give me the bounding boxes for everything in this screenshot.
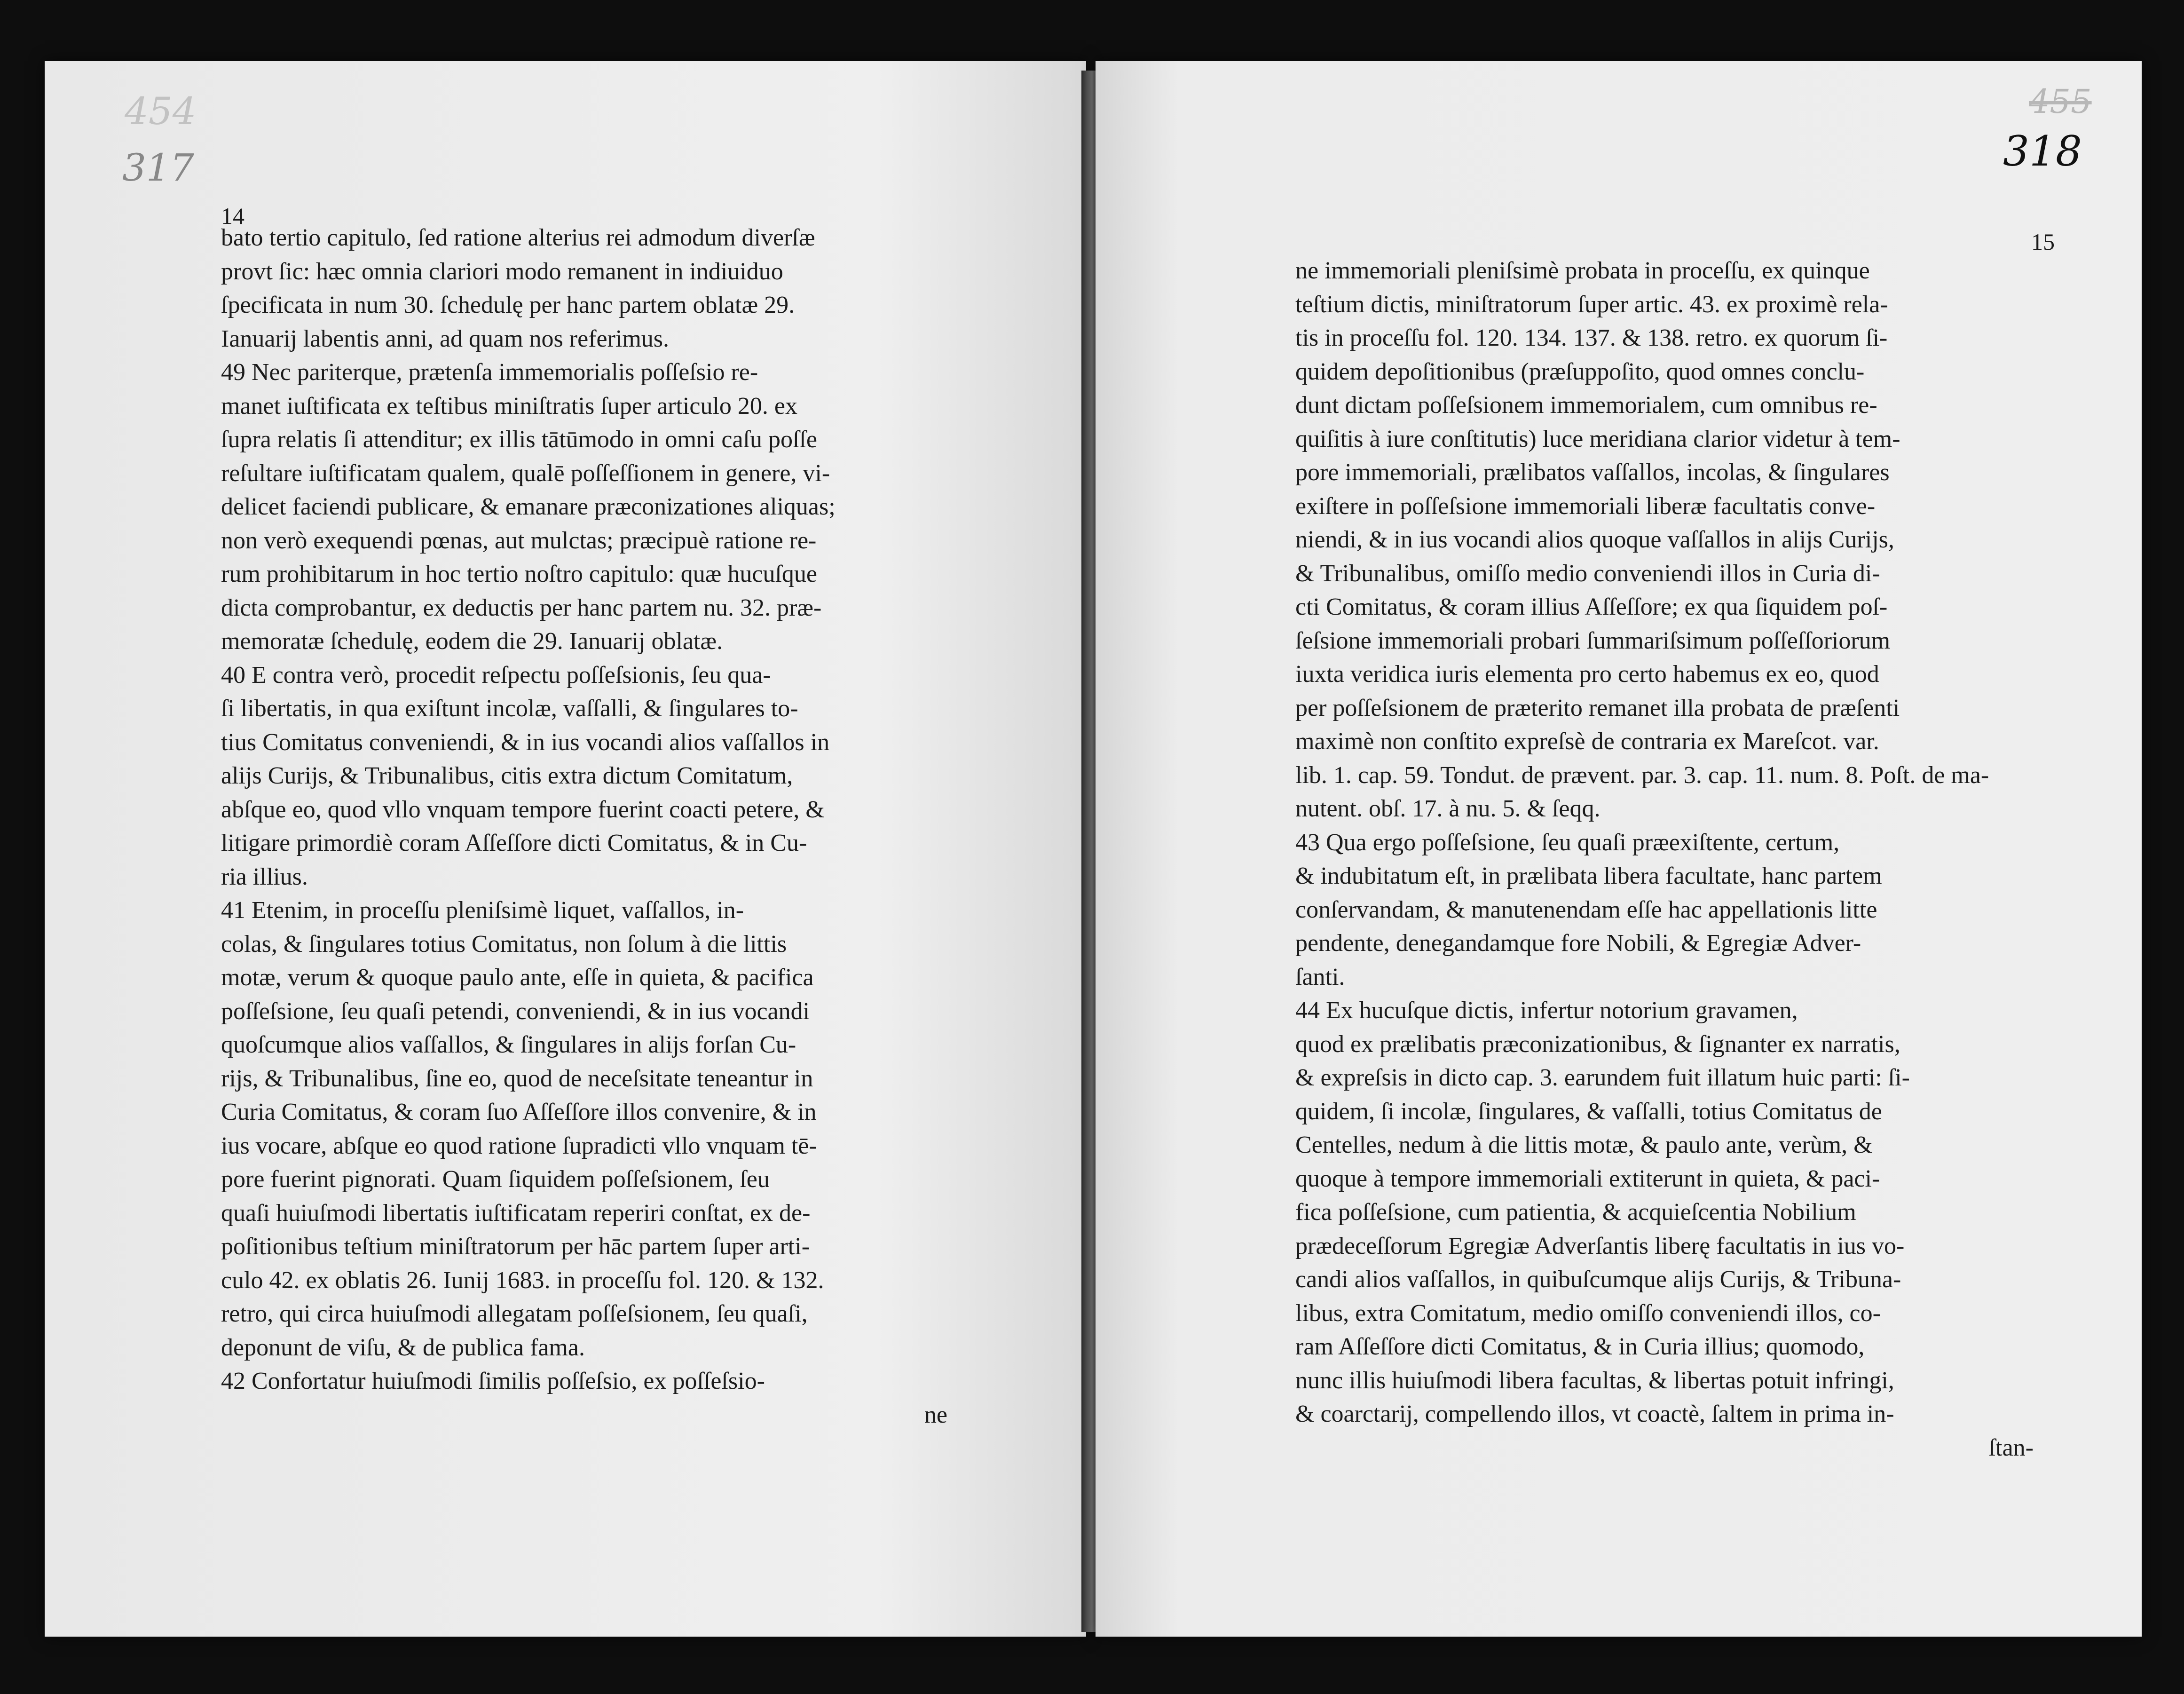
text-line: ram Aſſeſſore dicti Comitatus, & in Curia illius; quomodo, <box>1295 1333 1865 1360</box>
faint-folio-number: 454 <box>125 89 197 133</box>
text-line: Curia Comitatus, & coram ſuo Aſſeſſore illos convenire, & in <box>221 1099 817 1125</box>
text-line: niendi, & in ius vocandi alios quoque vaſſallos in alijs Curijs, <box>1295 526 1894 553</box>
text-line: retro, qui circa huiuſmodi allegatam poſſeſsionem, ſeu quaſi, <box>221 1300 808 1327</box>
text-line: rum prohibitarum in hoc tertio noſtro capitulo: quæ hucuſque <box>221 561 817 587</box>
text-line: quaſi huiuſmodi libertatis iuſtificatam reperiri conſtat, ex de- <box>221 1199 811 1227</box>
left-page-text <box>221 221 947 1432</box>
text-line: & Tribunalibus, omiſſo medio conveniendi illos in Curia di- <box>1295 560 1880 587</box>
text-line: teſtium dictis, miniſtratorum ſuper artic. 43. ex proximè rela- <box>1295 291 1888 318</box>
text-line: ius vocare, abſque eo quod ratione ſupradicti vllo vnquam tē- <box>221 1132 817 1159</box>
text-line: memoratæ ſchedulę, eodem die 29. Ianuarij oblatæ. <box>221 628 723 655</box>
text-line: fica poſſeſsione, cum patientia, & acquieſcentia Nobilium <box>1295 1199 1856 1226</box>
text-line: tius Comitatus conveniendi, & in ius vocandi alios vaſſallos in <box>221 728 830 756</box>
text-line: 41 Etenim, in proceſſu pleniſsimè liquet, vaſſallos, in- <box>221 897 744 924</box>
text-line: lib. 1. cap. 59. Tondut. de prævent. par. 3. cap. 11. num. 8. Poſt. de ma- <box>1295 761 1989 789</box>
text-line: delicet faciendi publicare, & emanare præconizationes aliquas; <box>221 493 836 520</box>
text-line: ſpecificata in num 30. ſchedulę per hanc partem oblatæ 29. <box>221 292 795 318</box>
text-line: ſupra relatis ſi attenditur; ex illis tātūmodo in omni caſu poſſe <box>221 426 817 453</box>
text-line: provt ſic: hæc omnia clariori modo remanent in indiuiduo <box>221 258 783 285</box>
text-line: ſi libertatis, in qua exiſtunt incolæ, vaſſalli, & ſingulares to- <box>221 695 798 722</box>
text-line: quiſitis à iure conſtitutis) luce meridiana clarior videtur à tem- <box>1295 425 1900 452</box>
text-line: 43 Qua ergo poſſeſsione, ſeu quaſi præexiſtente, certum, <box>1295 829 1840 856</box>
handwritten-folio-number: 317 <box>122 146 194 190</box>
text-line: motæ, verum & quoque paulo ante, eſſe in quieta, & pacifica <box>221 964 814 991</box>
text-line: per poſſeſsionem de præterito remanet illa probata de præſenti <box>1295 694 1900 721</box>
text-line: dicta comprobantur, ex deductis per hanc partem nu. 32. præ- <box>221 594 822 621</box>
text-line: poſitionibus teſtium miniſtratorum per hāc partem ſuper arti- <box>221 1233 810 1260</box>
text-line: tis in proceſſu fol. 120. 134. 137. & 138. retro. ex quorum ſi- <box>1295 325 1888 351</box>
text-line: bato tertio capitulo, ſed ratione alterius rei admodum diverſæ <box>221 224 815 251</box>
text-line: libus, extra Comitatum, medio omiſſo conveniendi illos, co- <box>1295 1299 1881 1327</box>
text-line: cti Comitatus, & coram illius Aſſeſſore; ex qua ſiquidem poſ- <box>1295 594 1888 620</box>
text-line: & indubitatum eſt, in prælibata libera facultate, hanc partem <box>1295 863 1882 889</box>
catchword: ſtan- <box>1988 1434 2034 1461</box>
text-line: ria illius. <box>221 863 308 890</box>
text-line: quod ex prælibatis præconizationibus, & ſignanter ex narratis, <box>1295 1030 1900 1058</box>
text-line: pore immemoriali, prælibatos vaſſallos, incolas, & ſingulares <box>1295 459 1890 486</box>
text-line: pore fuerint pignorati. Quam ſiquidem poſſeſsionem, ſeu <box>221 1166 770 1193</box>
text-line: & expreſsis in dicto cap. 3. earundem fuit illatum huic parti: ſi- <box>1295 1064 1910 1091</box>
text-line: 44 Ex hucuſque dictis, infertur notorium gravamen, <box>1295 997 1798 1024</box>
text-line: quidem, ſi incolæ, ſingulares, & vaſſalli, totius Comitatus de <box>1295 1098 1882 1125</box>
text-line: reſultare iuſtificatam qualem, qualē poſſeſſionem in genere, vi- <box>221 459 830 487</box>
text-line: colas, & ſingulares totius Comitatus, non ſolum à die littis <box>221 930 787 958</box>
right-page-text <box>1295 254 2034 1464</box>
text-line: poſſeſsione, ſeu quaſi petendi, conveniendi, & in ius vocandi <box>221 997 810 1025</box>
text-line: maximè non conſtito expreſsè de contraria ex Mareſcot. var. <box>1295 728 1879 755</box>
handwritten-folio-number: 318 <box>2003 127 2082 175</box>
text-line: rijs, & Tribunalibus, ſine eo, quod de neceſsitate teneantur in <box>221 1065 813 1092</box>
right-page <box>1096 61 2142 1637</box>
text-line: deponunt de viſu, & de publica fama. <box>221 1334 585 1361</box>
text-line: pendente, denegandamque fore Nobili, & Egregiæ Adver- <box>1295 930 1861 957</box>
page-number: 14 <box>221 203 244 229</box>
page-number: 15 <box>2031 229 2055 255</box>
text-line: culo 42. ex oblatis 26. Iunij 1683. in proceſſu fol. 120. & 132. <box>221 1267 824 1294</box>
text-line: prædeceſſorum Egregiæ Adverſantis liberę facultatis in ius vo- <box>1295 1232 1905 1259</box>
text-line: nunc illis huiuſmodi libera facultas, & libertas potuit infringi, <box>1295 1367 1894 1394</box>
struck-folio-number: 455 <box>2029 82 2092 121</box>
text-line: quidem depoſitionibus (præſuppoſito, quod omnes conclu- <box>1295 358 1865 385</box>
text-line: non verò exequendi pœnas, aut mulctas; præcipuè ratione re- <box>221 527 817 554</box>
text-line: alijs Curijs, & Tribunalibus, citis extra dictum Comitatum, <box>221 762 793 789</box>
text-line: abſque eo, quod vllo vnquam tempore fuerint coacti petere, & <box>221 796 825 823</box>
left-page <box>45 61 1086 1637</box>
text-line: ſeſsione immemoriali probari ſummariſsimum poſſeſſoriorum <box>1295 627 1891 654</box>
text-line: quoſcumque alios vaſſallos, & ſingulares in alijs forſan Cu- <box>221 1031 796 1058</box>
text-line: dunt dictam poſſeſsionem immemorialem, cum omnibus re- <box>1295 392 1877 419</box>
text-line: litigare primordiè coram Aſſeſſore dicti Comitatus, & in Cu- <box>221 830 807 856</box>
text-line: 42 Confortatur huiuſmodi ſimilis poſſeſsio, ex poſſeſsio- <box>221 1368 765 1394</box>
text-line: ne immemoriali pleniſsimè probata in proceſſu, ex quinque <box>1295 257 1870 284</box>
text-line: ſanti. <box>1295 963 1345 990</box>
text-line: & coarctarij, compellendo illos, vt coactè, ſaltem in prima in- <box>1295 1401 1894 1427</box>
text-line: quoque à tempore immemoriali extiterunt in quieta, & paci- <box>1295 1165 1880 1192</box>
text-line: conſervandam, & manutenendam eſſe hac appellationis litte <box>1295 896 1877 923</box>
text-line: candi alios vaſſallos, in quibuſcumque alijs Curijs, & Tribuna- <box>1295 1266 1901 1293</box>
text-line: Centelles, nedum à die littis motæ, & paulo ante, verùm, & <box>1295 1132 1873 1158</box>
text-line: iuxta veridica iuris elementa pro certo habemus ex eo, quod <box>1295 661 1879 688</box>
text-line: manet iuſtificata ex teſtibus miniſtratis ſuper articulo 20. ex <box>221 392 797 420</box>
text-line: Ianuarij labentis anni, ad quam nos referimus. <box>221 325 670 352</box>
text-line: 40 E contra verò, procedit reſpectu poſſeſsionis, ſeu qua- <box>221 661 771 689</box>
text-line: exiſtere in poſſeſsione immemoriali liberæ facultatis conve- <box>1295 492 1876 520</box>
text-line: 49 Nec pariterque, prætenſa immemorialis poſſeſsio re- <box>221 359 758 386</box>
catchword: ne <box>924 1401 947 1428</box>
text-line: nutent. obſ. 17. à nu. 5. & ſeqq. <box>1295 795 1601 822</box>
